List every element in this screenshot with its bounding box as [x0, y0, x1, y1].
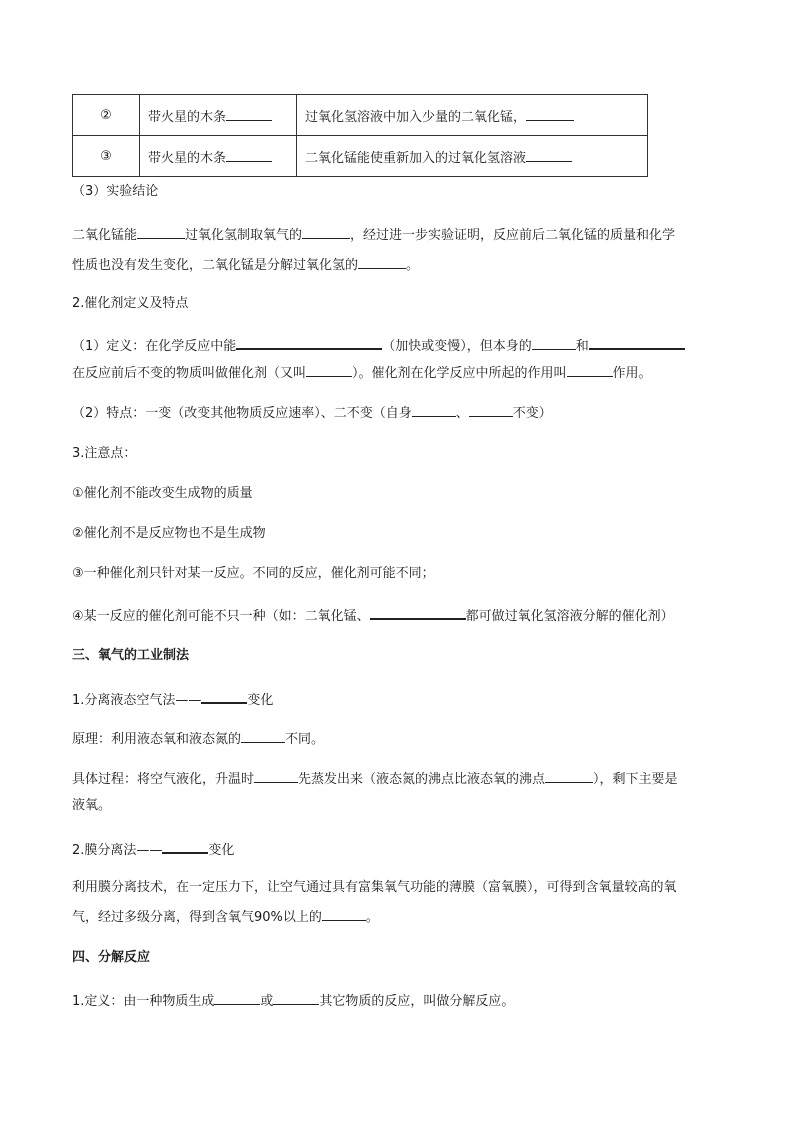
answer-blank[interactable]	[214, 990, 260, 1005]
paragraph-line: 原理：利用液态氧和液态氮的 不同。	[72, 728, 732, 750]
paragraph-line: 利用膜分离技术，在一定压力下，让空气通过具有富集氧气功能的薄膜（富氧膜），可得到含氧量较高的氧	[72, 880, 677, 895]
answer-blank[interactable]	[306, 362, 352, 377]
answer-blank[interactable]	[226, 106, 272, 121]
answer-blank[interactable]	[254, 768, 298, 783]
answer-blank[interactable]	[162, 838, 208, 854]
section-heading: 3.注意点：	[72, 446, 137, 461]
list-item: ④某一反应的催化剂可能不只一种（如：二氧化锰、 都可做过氧化氢溶液分解的催化剂）	[72, 604, 732, 627]
section-heading: （3）实验结论	[72, 184, 159, 199]
table-cell: 过氧化氢溶液中加入少量的二氧化锰，	[297, 95, 648, 136]
row-number: ③	[73, 136, 140, 177]
paragraph-line: 1.定义：由一种物质生成 或 其它物质的反应，叫做分解反应。	[72, 990, 732, 1012]
table-row	[73, 95, 648, 136]
answer-blank[interactable]	[589, 334, 685, 350]
answer-blank[interactable]	[370, 604, 466, 620]
answer-blank[interactable]	[236, 334, 382, 350]
paragraph-line: 二氧化锰能 过氧化氢制取氧气的 ，经过进一步实验证明，反应前后二氧化锰的质量和化学	[72, 224, 732, 246]
answer-blank[interactable]	[526, 147, 572, 162]
row-number: ②	[73, 95, 140, 136]
section-heading: 2.催化剂定义及特点	[72, 296, 189, 311]
answer-blank[interactable]	[532, 335, 576, 350]
list-item: ②催化剂不是反应物也不是生成物	[72, 526, 266, 541]
answer-blank[interactable]	[322, 906, 366, 921]
paragraph-line: 1.分离液态空气法—— 变化	[72, 688, 732, 711]
answer-blank[interactable]	[137, 224, 185, 239]
table-row	[73, 136, 648, 177]
paragraph-line: 在反应前后不变的物质叫做催化剂（又叫 ）。催化剂在化学反应中所起的作用叫 作用。	[72, 362, 732, 384]
answer-blank[interactable]	[201, 688, 247, 704]
answer-blank[interactable]	[273, 990, 319, 1005]
table-cell: 带火星的木条	[140, 95, 297, 136]
answer-blank[interactable]	[469, 402, 513, 417]
table-cell: 二氧化锰能使重新加入的过氧化氢溶液	[297, 136, 648, 177]
answer-blank[interactable]	[226, 147, 272, 162]
answer-blank[interactable]	[358, 254, 406, 269]
table-cell: 带火星的木条	[140, 136, 297, 177]
section-heading: 三、氧气的工业制法	[72, 648, 190, 663]
answer-blank[interactable]	[241, 728, 285, 743]
paragraph-line: 性质也没有发生变化，二氧化锰是分解过氧化氢的 。	[72, 254, 732, 276]
answer-blank[interactable]	[302, 224, 350, 239]
paragraph-line: （1）定义：在化学反应中能 （加快或变慢），但本身的 和	[72, 334, 732, 357]
answer-blank[interactable]	[526, 106, 574, 121]
paragraph-line: 2.膜分离法—— 变化	[72, 838, 732, 861]
paragraph-line: 液氧。	[72, 798, 112, 813]
paragraph-line: 具体过程：将空气液化，升温时 先蒸发出来（液态氮的沸点比液态氧的沸点 ），剩下主要是	[72, 768, 732, 790]
list-item: ③一种催化剂只针对某一反应。不同的反应，催化剂可能不同；	[72, 566, 435, 581]
section-heading: 四、分解反应	[72, 950, 151, 965]
paragraph-line: （2）特点：一变（改变其他物质反应速率）、二不变（自身 、 不变）	[72, 402, 732, 424]
answer-blank[interactable]	[412, 402, 456, 417]
experiment-table	[72, 94, 648, 177]
paragraph-line: 气，经过多级分离，得到含氧气90%以上的 。	[72, 906, 732, 928]
answer-blank[interactable]	[545, 768, 593, 783]
list-item: ①催化剂不能改变生成物的质量	[72, 486, 253, 501]
answer-blank[interactable]	[567, 362, 613, 377]
